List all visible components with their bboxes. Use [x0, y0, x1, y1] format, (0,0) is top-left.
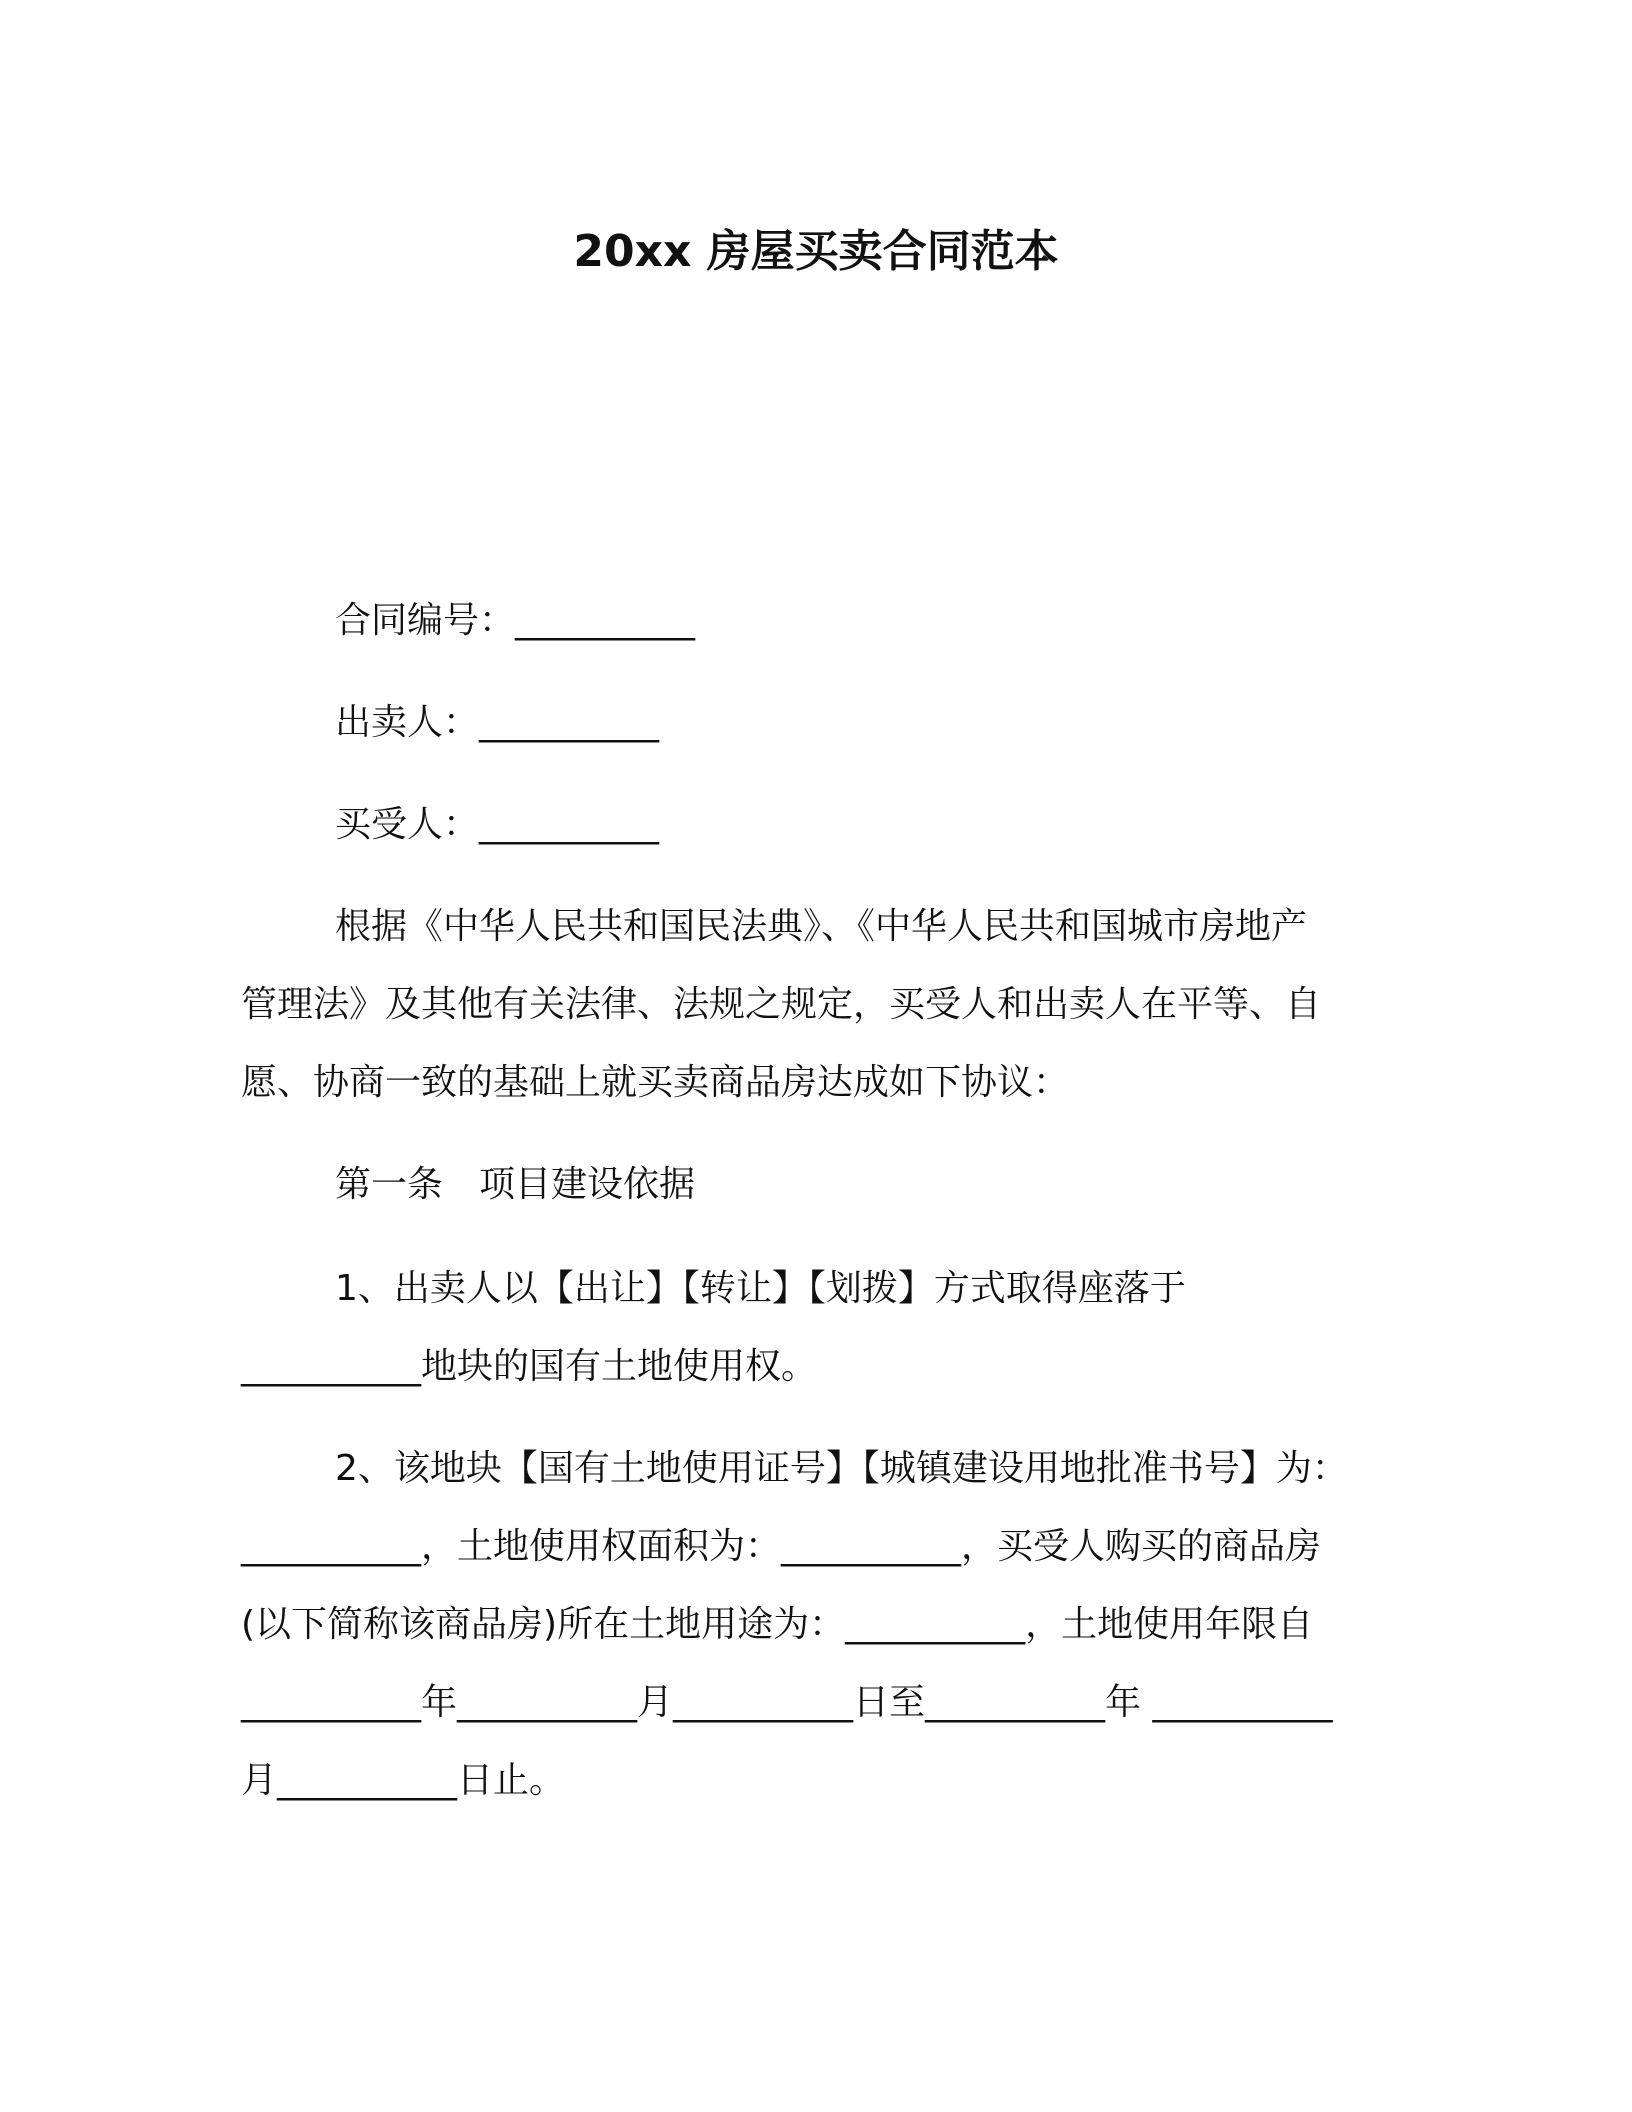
seller-field: 出卖人：__________: [335, 702, 660, 743]
preamble-line-2: 管理法》及其他有关法律、法规之规定，买受人和出卖人在平等、自: [241, 984, 1322, 1025]
clause-2: [241, 1430, 1381, 1820]
clause-1-line-2: __________地块的国有土地使用权。: [241, 1346, 818, 1387]
clause-2-line-2: __________，土地使用权面积为：__________，买受人购买的商品房: [241, 1526, 1322, 1567]
article-1: [241, 1146, 1381, 1224]
preamble-line-1: 根据《中华人民共和国民法典》、《中华人民共和国城市房地产: [335, 906, 1308, 947]
document-title: 20xx 房屋买卖合同范本: [573, 226, 1059, 277]
preamble-line-3: 愿、协商一致的基础上就买卖商品房达成如下协议：: [241, 1062, 1070, 1103]
contract-fields: [241, 582, 1381, 864]
clause-2-line-5: 月__________日止。: [241, 1760, 566, 1801]
clause-2-line-3: (以下简称该商品房)所在土地用途为：__________，土地使用年限自: [241, 1604, 1314, 1645]
clause-1: [241, 1250, 1381, 1406]
article-1-heading: 第一条 项目建设依据: [335, 1164, 696, 1205]
clause-2-line-1: 2、该地块【国有土地使用证号】【城镇建设用地批准书号】为：: [335, 1448, 1348, 1489]
clause-2-line-4: __________年__________月__________日至__________年 __________: [241, 1682, 1333, 1723]
buyer-field: 买受人：__________: [335, 804, 660, 845]
preamble-paragraph: [241, 888, 1381, 1122]
clause-1-line-1: 1、出卖人以【出让】【转让】【划拨】方式取得座落于: [335, 1268, 1186, 1309]
contract-number-field: 合同编号：__________: [335, 600, 696, 641]
